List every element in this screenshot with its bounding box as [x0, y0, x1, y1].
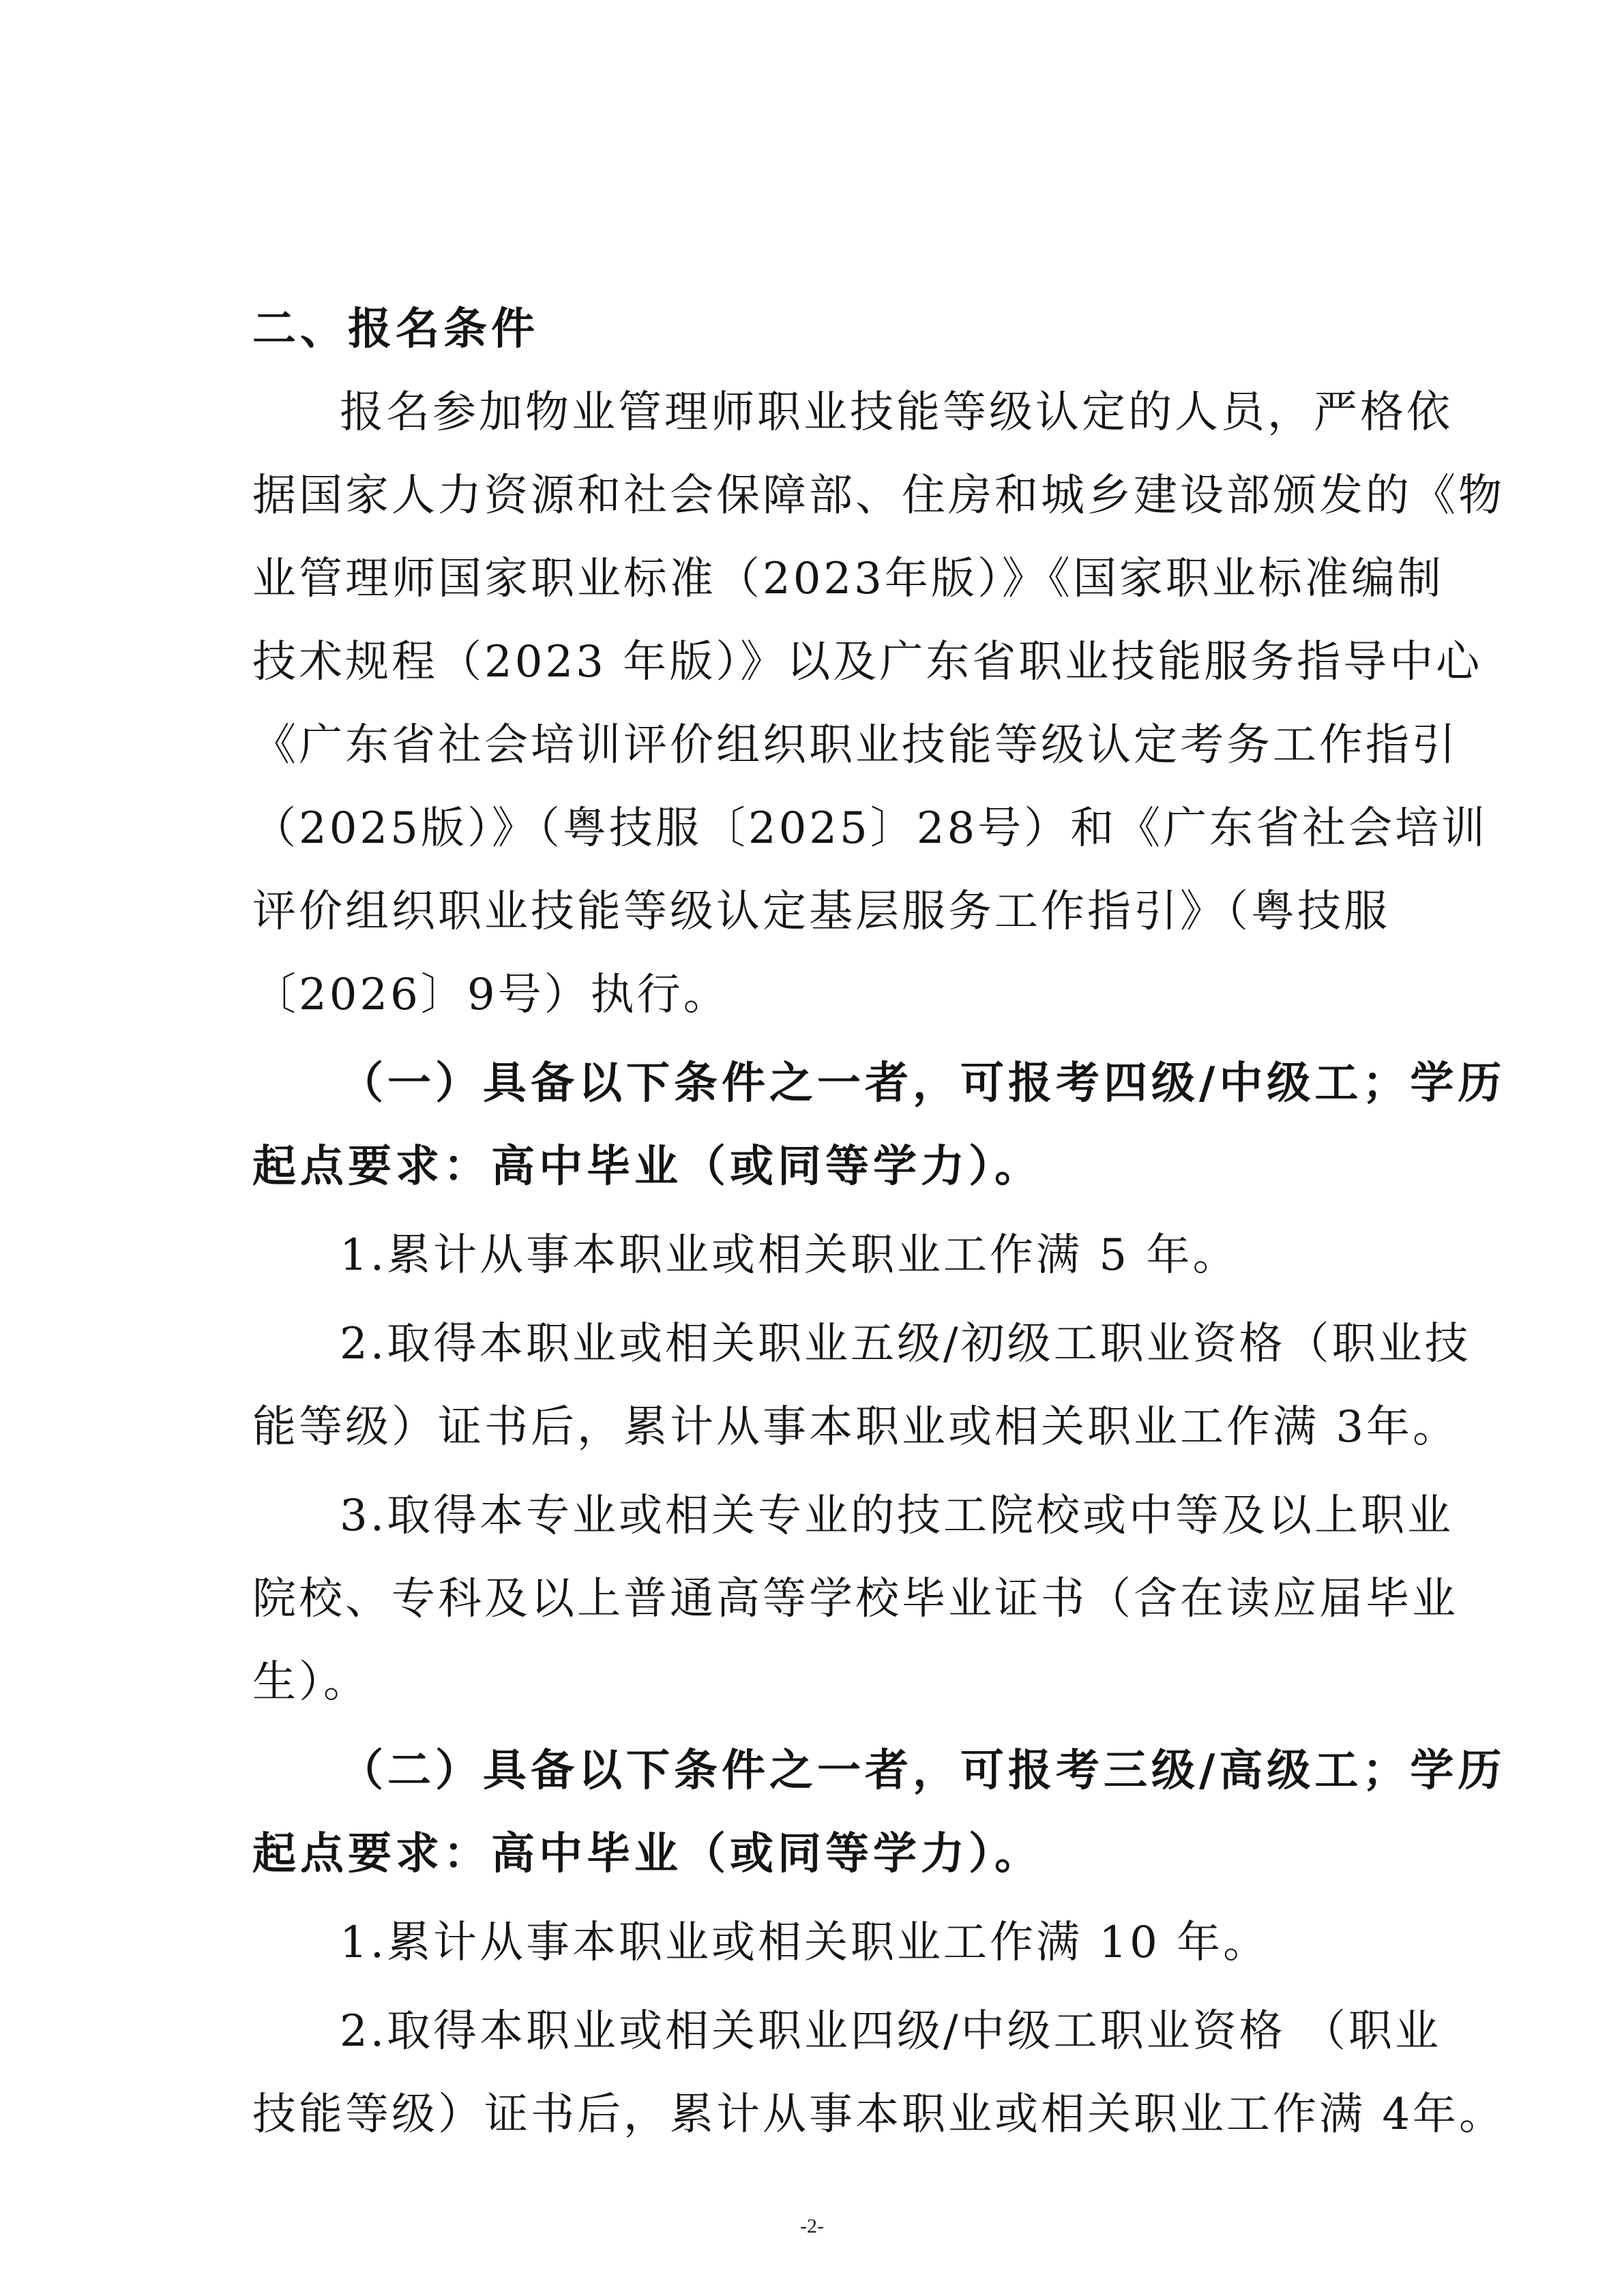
section-heading: 二、报名条件: [252, 304, 539, 355]
intro-line-1: 报名参加物业管理师职业技能等级认定的人员，严格依: [340, 387, 1453, 438]
section1-item-2-line-2: 能等级）证书后，累计从事本职业或相关职业工作满 3年。: [252, 1402, 1460, 1452]
section2-item-2-line-2: 技能等级）证书后，累计从事本职业或相关职业工作满 4年。: [252, 2089, 1506, 2140]
section1-item-3-line-1: 3.取得本专业或相关专业的技工院校或中等及以上职业: [340, 1491, 1454, 1541]
section1-item-1: 1.累计从事本职业或相关职业工作满 5 年。: [340, 1230, 1239, 1281]
section2-title-line-2: 起点要求：高中毕业（或同等学力）。: [252, 1829, 1042, 1879]
section1-title-line-2: 起点要求：高中毕业（或同等学力）。: [252, 1142, 1042, 1192]
section1-item-2-line-1: 2.取得本职业或相关职业五级/初级工职业资格（职业技: [340, 1319, 1471, 1369]
section1-title-line-1: （一）具备以下条件之一者，可报考四级/中级工；学历: [340, 1058, 1506, 1109]
intro-line-3: 业管理师国家职业标准（2023年版）》《国家职业标准编制: [252, 554, 1444, 604]
section1-item-3-line-3: 生）。: [252, 1657, 370, 1708]
section2-item-1: 1.累计从事本职业或相关职业工作满 10 年。: [340, 1918, 1270, 1968]
section2-item-2-line-1: 2.取得本职业或相关职业四级/中级工职业资格 （职业: [340, 2006, 1441, 2057]
intro-line-6: （2025版）》（粤技服〔2025〕28号）和《广东省社会培训: [252, 803, 1488, 854]
page-number: -2-: [800, 2215, 824, 2237]
intro-line-8: 〔2026〕9号）执行。: [252, 970, 730, 1020]
section1-item-3-line-2: 院校、专科及以上普通高等学校毕业证书（含在读应届毕业: [252, 1574, 1458, 1624]
intro-line-2: 据国家人力资源和社会保障部、住房和城乡建设部颁发的《物: [252, 471, 1505, 521]
intro-line-7: 评价组织职业技能等级认定基层服务工作指引》（粤技服: [252, 886, 1390, 937]
section2-title-line-1: （二）具备以下条件之一者，可报考三级/高级工；学历: [340, 1746, 1506, 1796]
intro-line-4: 技术规程（2023 年版）》以及广东省职业技能服务指导中心: [252, 637, 1483, 687]
intro-line-5: 《广东省社会培训评价组织职业技能等级认定考务工作指引: [252, 720, 1458, 771]
